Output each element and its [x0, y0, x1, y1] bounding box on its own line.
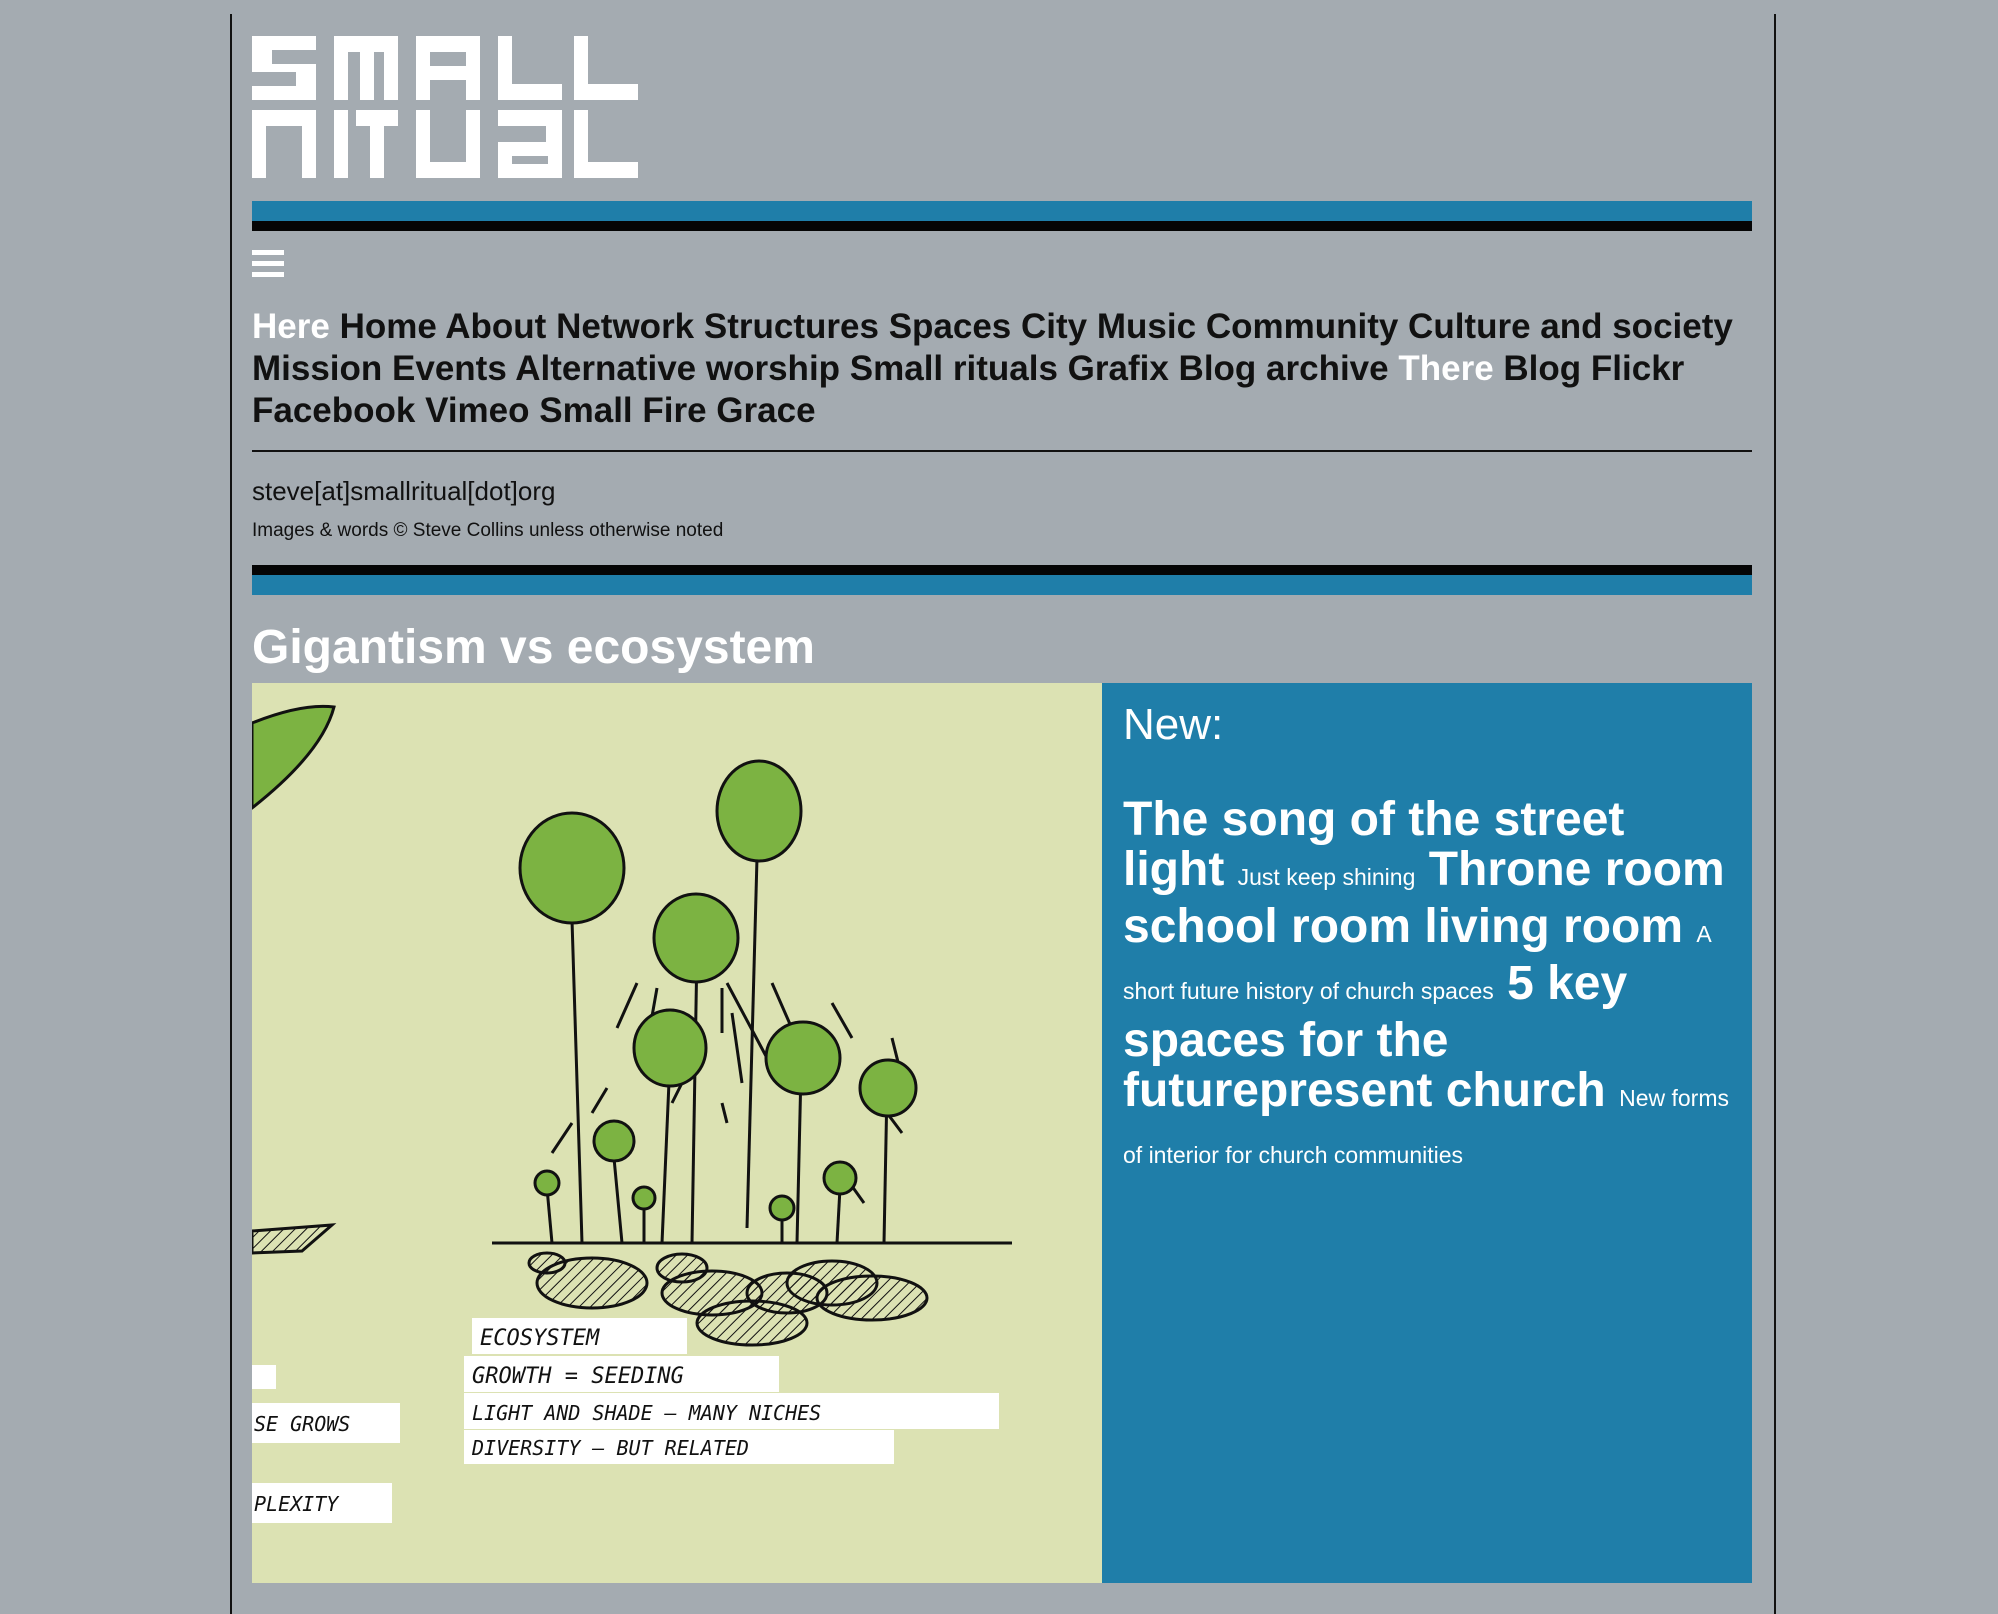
sketch-label-growth: GROWTH = SEEDING [472, 1364, 684, 1389]
nav-link-events[interactable]: Events [392, 349, 507, 388]
sketch-label-grows: SE GROWS [254, 1412, 351, 1436]
nav-link-small-fire[interactable]: Small Fire [539, 391, 707, 430]
nav-link-alternative-worship[interactable]: Alternative worship [515, 349, 841, 388]
nav-link-spaces[interactable]: Spaces [888, 307, 1012, 346]
new-post-link-throne-room[interactable]: Throne room school room living room [1123, 843, 1725, 953]
page-frame [230, 14, 1776, 1614]
new-posts-list [1123, 795, 1731, 1180]
new-posts-panel [1102, 683, 1752, 1583]
new-panel-heading: New: [1123, 700, 1224, 749]
contact-email: steve[at]smallritual[dot]org [252, 476, 556, 506]
header-stripe-blue [252, 201, 1752, 221]
new-post-link-5-key-spaces[interactable]: 5 key spaces for the futurepresent church [1123, 957, 1628, 1117]
nav-link-about[interactable]: About [445, 307, 547, 346]
nav-link-grace[interactable]: Grace [716, 391, 816, 430]
nav-link-city[interactable]: City [1021, 307, 1088, 346]
header-stripe-black [252, 221, 1752, 231]
nav-link-network[interactable]: Network [556, 307, 695, 346]
sketch-label-plexity: PLEXITY [254, 1492, 339, 1516]
sketch-label-diversity: DIVERSITY — BUT RELATED [472, 1436, 749, 1460]
new-post-link-song-of-street-light[interactable]: The song of the street light [1123, 793, 1625, 896]
nav-link-culture-and-society[interactable]: Culture and society [1408, 307, 1733, 346]
post-title: Gigantism vs ecosystem [252, 621, 815, 674]
nav-link-facebook[interactable]: Facebook [252, 391, 416, 430]
nav-link-music[interactable]: Music [1096, 307, 1197, 346]
nav-link-blog-archive[interactable]: Blog archive [1178, 349, 1389, 388]
divider [252, 450, 1752, 452]
nav-link-home[interactable]: Home [339, 307, 437, 346]
sketch-label-light-shade: LIGHT AND SHADE — MANY NICHES [472, 1401, 822, 1425]
nav-link-flickr[interactable]: Flickr [1590, 349, 1685, 388]
hamburger-icon[interactable] [252, 250, 284, 280]
nav-link-structures[interactable]: Structures [703, 307, 879, 346]
new-post-subtitle: New forms of interior for church communities [1123, 1085, 1729, 1168]
copyright-notice: Images & words © Steve Collins unless otherwise noted [252, 520, 724, 541]
nav-here-label: Here [252, 307, 330, 346]
new-post-subtitle: Just keep shining [1237, 864, 1416, 890]
content-stripe-black [252, 565, 1752, 575]
nav-there-label: There [1398, 349, 1494, 388]
nav-link-mission[interactable]: Mission [252, 349, 383, 388]
nav-link-small-rituals[interactable]: Small rituals [849, 349, 1058, 388]
content-stripe-blue [252, 575, 1752, 595]
main-navigation [252, 306, 1752, 432]
site-logo[interactable] [252, 34, 646, 180]
nav-link-grafix[interactable]: Grafix [1067, 349, 1169, 388]
new-post-subtitle: A short future history of church spaces [1123, 921, 1711, 1004]
ecosystem-sketch-image[interactable] [252, 683, 1102, 1583]
nav-link-blog[interactable]: Blog [1503, 349, 1582, 388]
nav-link-vimeo[interactable]: Vimeo [425, 391, 530, 430]
sketch-label-ecosystem: ECOSYSTEM [480, 1326, 600, 1351]
nav-link-community[interactable]: Community [1205, 307, 1399, 346]
